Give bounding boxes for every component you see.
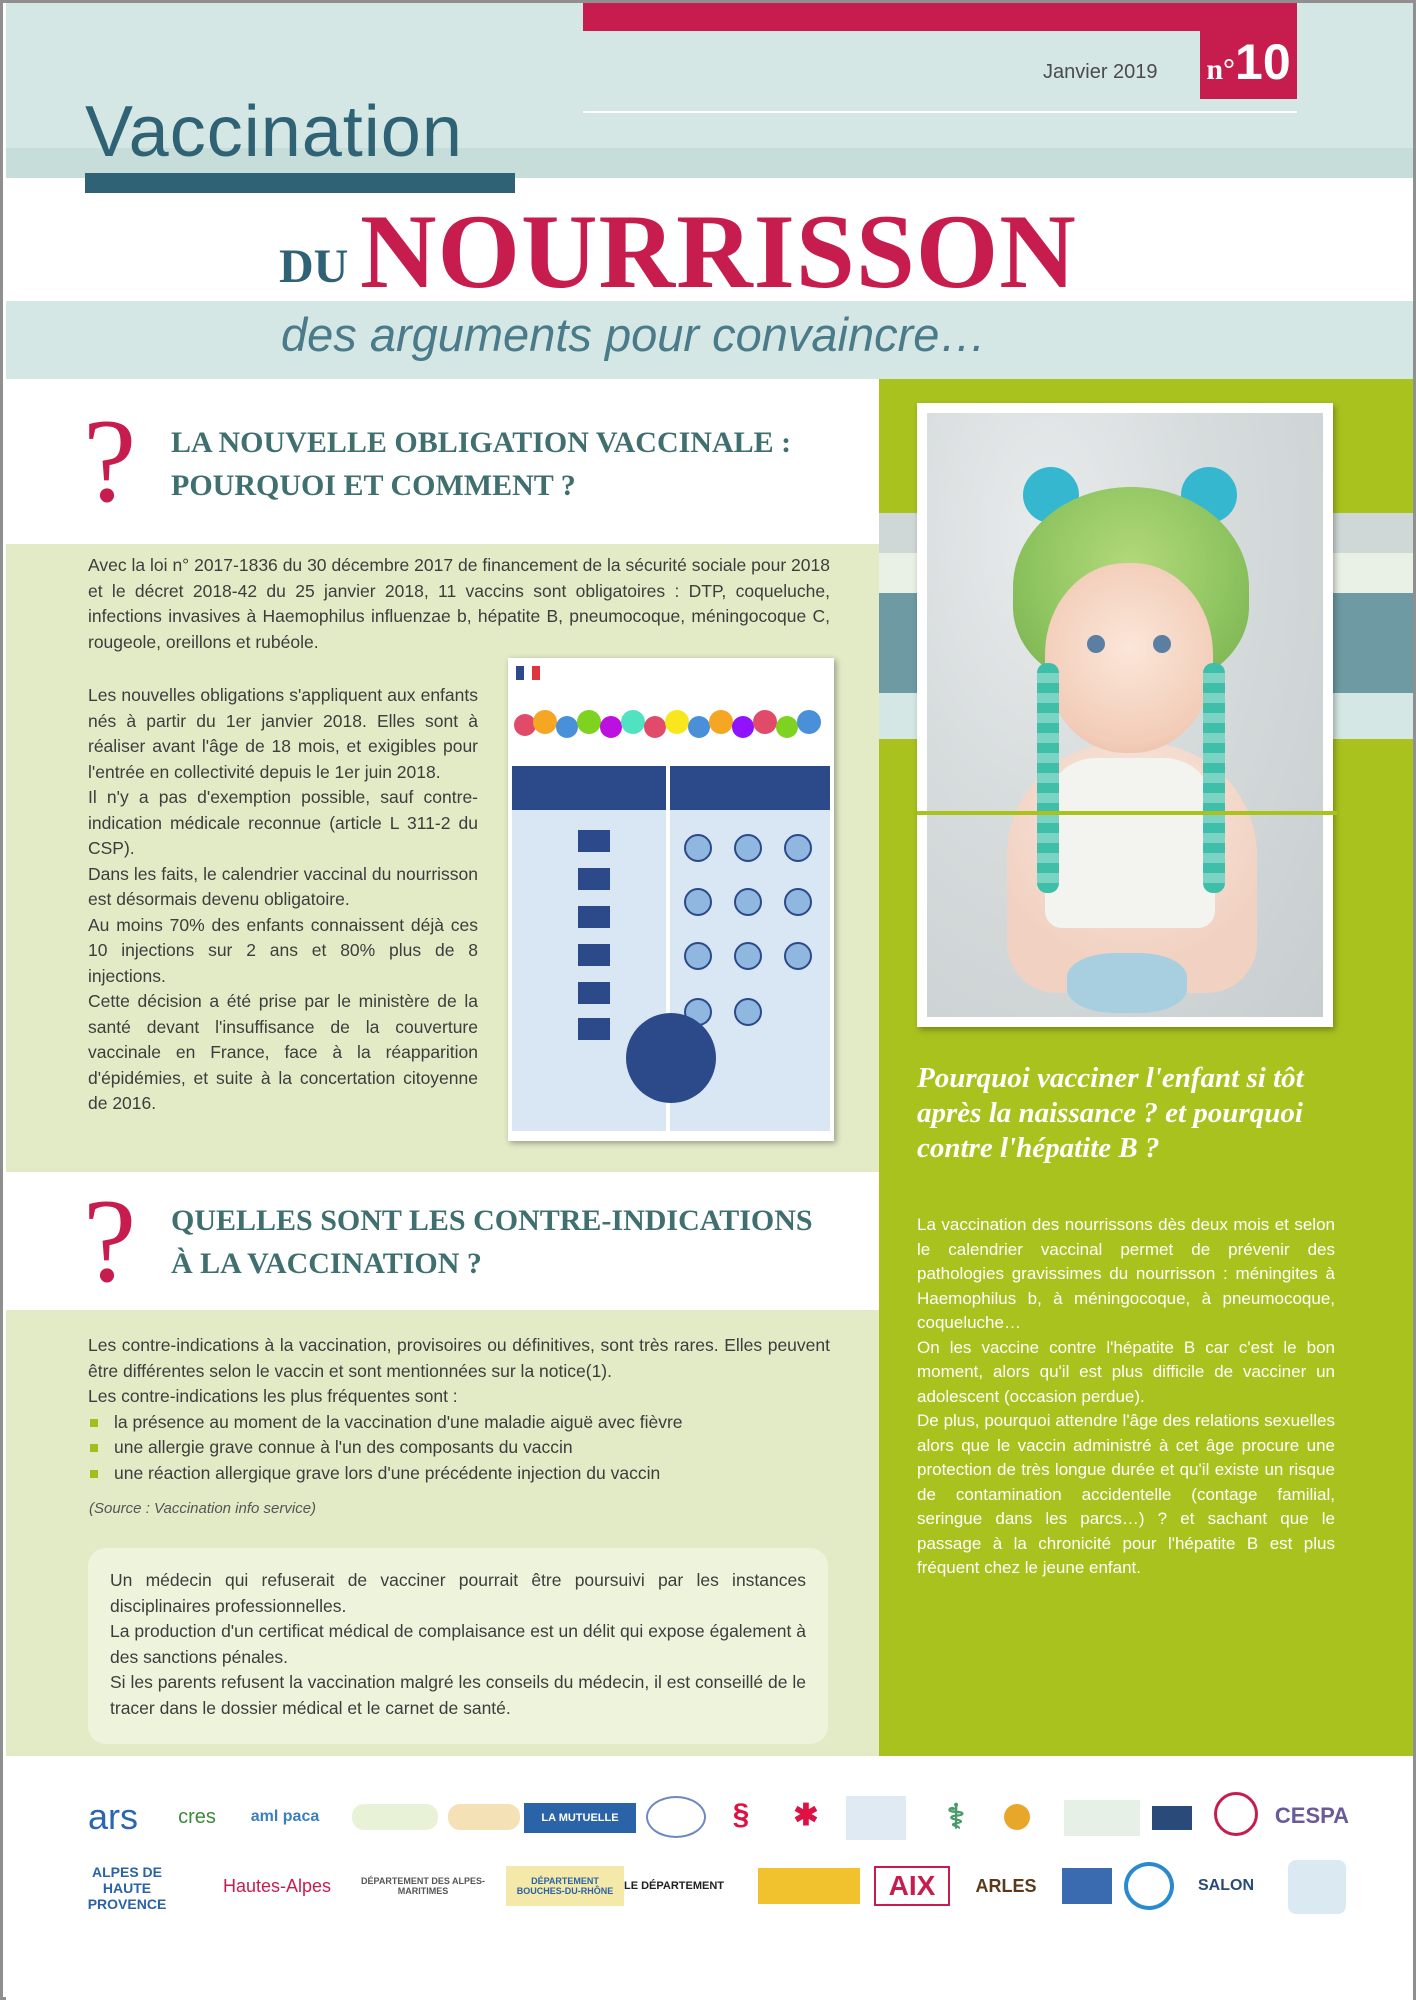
baby-eye [1087,635,1105,653]
logo-partner: § [732,1798,750,1831]
section1-p3: Il n'y a pas d'exemption possible, sauf contre-indication médicale reconnue (article L 311-2 du CSP). [88,787,478,858]
legal-note-box [88,1548,828,1744]
poster-step [578,944,610,966]
baby-eye [1153,635,1171,653]
poster-disease-icon [784,942,812,970]
logo-partner [1062,1868,1112,1904]
logo-partner [1124,1862,1174,1910]
section1-p4: Dans les faits, le calendrier vaccinal du nourrisson est désormais devenu obligatoire. [88,863,478,909]
poster-disease-icon [784,888,812,916]
logo-mutuelle: LA MUTUELLE [524,1803,636,1833]
logo-arles: ARLES [975,1875,1037,1896]
section1-body [88,683,478,1117]
poster-disease-icon [784,834,812,862]
section2-p2: Les contre-indications les plus fréquentes sont : [88,1386,458,1406]
logo-aml: aml paca [250,1808,320,1825]
logo-le-departement: LE DÉPARTEMENT [623,1880,725,1892]
question-mark-icon: ? [83,394,137,527]
poster-left-header [512,766,666,810]
poster-disease-icon [684,888,712,916]
baby-photo [927,413,1323,1017]
poster-disease-icon [684,942,712,970]
logo-salon: SALON [1198,1877,1254,1894]
right-p3: De plus, pourquoi attendre l'âge des relations sexuelles alors que le vaccin administré à cet âge procure une protection de très longue durée et qu'il existe un risque de contamination accidentelle (contage familial, seringue dans les parcs…) ? et sachant que le passage à la chronicité pour l'hépatite B est plus fréquent chez le jeune enfant. [917,1411,1335,1577]
logo-partner: ✱ [793,1798,819,1832]
poster-step [578,1018,610,1040]
logo-partner [990,1792,1044,1842]
section1-p6: Cette décision a été prise par le ministère de la santé devant l'insuffisance de la couverture vaccinale en France, face à la réapparition d'épidémies, et suite à la concertation citoyenne de 2016. [88,991,478,1113]
baby-face [1045,563,1213,753]
note-p1: Un médecin qui refuserait de vacciner pourrait être poursuivi par les instances disciplinaires professionnelles. [110,1570,806,1616]
section2-body [88,1333,830,1486]
logo-alpes-haute-provence: ALPES DE HAUTE PROVENCE [87,1864,167,1912]
poster-disease-icon [684,834,712,862]
logo-alpes-maritimes: DÉPARTEMENT DES ALPES-MARITIMES [360,1876,485,1896]
section1-title-line1: LA NOUVELLE OBLIGATION VACCINALE : [171,426,792,459]
source-note: (Source : Vaccination info service) [89,1500,317,1517]
subtitle: des arguments pour convaincre… [281,308,987,361]
vaccination-poster-image [508,658,834,1141]
poster-disease-icon [734,998,762,1026]
poster-percentage-circle [626,1013,716,1103]
french-flag-icon [516,666,540,680]
issue-prefix: n° [1206,53,1236,86]
logo-partner [758,1868,860,1904]
note-p2: La production d'un certificat médical de complaisance est un délit qui expose également à des sanctions pénales. [110,1621,806,1667]
right-p1: La vaccination des nourrissons dès deux mois et selon le calendrier vaccinal permet de prévenir des pathologies gravissimes du nourrisson : méningites à Haemophilus b, à méningocoque, à pneumocoque, coqueluche… [917,1215,1335,1332]
poster-disease-icon [734,834,762,862]
section2-title-line2: À LA VACCINATION ? [171,1247,482,1280]
hat-braid [1203,663,1225,893]
title-vaccination: Vaccination [85,92,463,172]
logo-ars: ars [87,1796,138,1837]
section1-intro: Avec la loi n° 2017-1836 du 30 décembre 2017 de financement de la sécurité sociale pour 2018 et le décret 2018-42 du 25 janvier 2018, 11 vaccins sont obligatoires : DTP, coqueluche, infections invasives à Haemophilus influenzae b, hépatite B, pneumocoque, méningocoque C, rougeole, oreillons et rubéole. [88,555,830,652]
right-p2: On les vaccine contre l'hépatite B car c'est le bon moment, alors qu'il est plus difficile de vacciner un adolescent (occasion perdue). [917,1337,1335,1406]
poster-disease-icon [734,888,762,916]
logo-partner [448,1804,520,1830]
section2-title-line1: QUELLES SONT LES CONTRE-INDICATIONS [171,1204,813,1237]
logo-partner: ⚕ [946,1798,966,1836]
header-divider [583,111,1297,113]
hat-braid [1037,663,1059,893]
issue-badge [1200,3,1297,99]
title-underline-bar [85,173,515,193]
right-body [917,1213,1335,1581]
issue-date: Janvier 2019 [1043,61,1158,83]
list-item: une allergie grave connue à l'un des composants du vaccin [88,1435,830,1461]
list-item: la présence au moment de la vaccination d'une maladie aiguë avec fièvre [88,1410,830,1436]
title-du: DU [279,240,349,293]
poster-step [578,982,610,1004]
logo-partner [646,1796,706,1838]
question-mark-icon: ? [83,1174,137,1307]
note-p3: Si les parents refusent la vaccination malgré les conseils du médecin, il est conseillé de le tracer dans le dossier médical et le carnet de santé. [110,1672,806,1718]
title-nourrisson: NOURRISSON [360,193,1077,310]
section2-p1: Les contre-indications à la vaccination, provisoires ou définitives, sont très rares. Elles peuvent être différentes selon le vaccin et sont mentionnées sur la notice(1). [88,1335,830,1381]
logo-partner [846,1796,906,1840]
issue-number: 10 [1235,34,1291,90]
poster-step [578,868,610,890]
list-item: une réaction allergique grave lors d'une précédente injection du vaccin [88,1461,830,1487]
poster-step [578,906,610,928]
logo-cres: cres [178,1805,216,1828]
logo-partner [352,1804,438,1830]
logo-hautes-alpes: Hautes-Alpes [222,1875,332,1896]
section1-p5: Au moins 70% des enfants connaissent déjà ces 10 injections sur 2 ans et 80% plus de 8 injections. [88,914,478,986]
logo-partner [1064,1800,1140,1836]
right-title: Pourquoi vacciner l'enfant si tôt après la naissance ? et pourquoi contre l'hépatite B ? [917,1062,1304,1164]
section1-p2: Les nouvelles obligations s'appliquent aux enfants nés à partir du 1er janvier 2018. Elles sont à réaliser avant l'âge de 18 mois, et exigibles pour l'entrée en collectivité depuis le 1er juin 2018. [88,685,478,782]
section1-title-line2: POURQUOI ET COMMENT ? [171,469,576,502]
contraindication-list [88,1410,830,1487]
section2-title [171,1199,813,1285]
yarn-balls-illustration [513,700,829,750]
photo-divider [917,811,1337,815]
logo-partner [1214,1792,1258,1836]
poster-step [578,830,610,852]
logo-aix: AIX [874,1866,950,1906]
logo-cespa: CESPA [1274,1803,1350,1828]
logo-partner [1152,1806,1192,1830]
poster-right-header [670,766,830,810]
logo-bouches-du-rhone: DÉPARTEMENT BOUCHES-DU-RHÔNE [506,1866,624,1906]
section1-title [171,421,791,507]
baby-shirt [1045,758,1215,928]
baby-sock [1067,953,1187,1013]
poster-disease-icon [734,942,762,970]
header-red-bar [583,3,1297,31]
logo-partner [1288,1860,1346,1914]
partner-logos [6,1756,1413,2000]
